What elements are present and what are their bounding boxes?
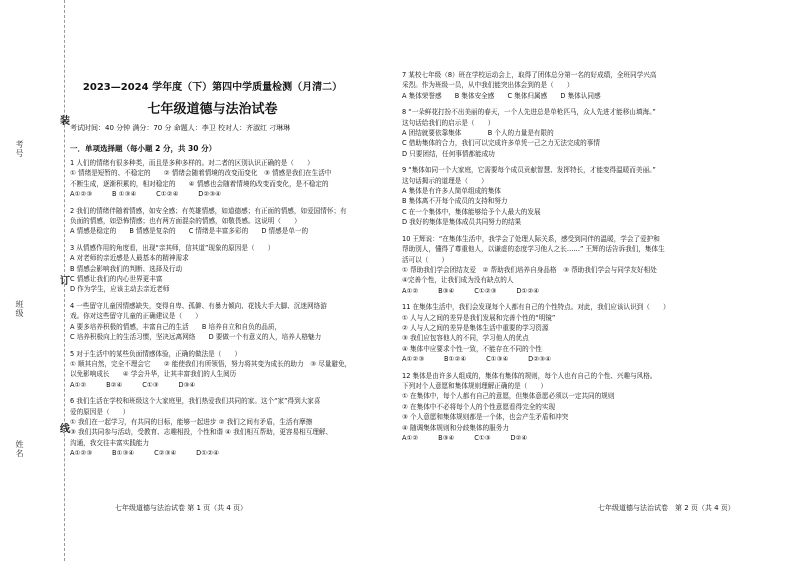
exam-info-line: 考试时间：40 分钟 满分：70 分 命题人：李卫 校对人：齐淑红 刁琳琳 <box>70 124 291 132</box>
left-question-3 <box>70 243 355 295</box>
left-question-6 <box>70 396 355 458</box>
question-line: A 集体荣誉感 B 集体安全感 C 集体归属感 D 集体认同感 <box>402 91 601 100</box>
question-line: A①② B③④ C①②③ D①②④ <box>402 286 540 295</box>
question-line: ④ 随调集体规则和分歧集体的服务力 <box>402 423 509 432</box>
question-line: A 情感是稳定的 B 情感是复杂的 C 情绪是丰富多彩的 D 情感是单一的 <box>70 227 309 236</box>
left-question-4 <box>70 301 355 343</box>
question-line: 1 人们的情绪有很多种类，而且是多种多样的。对二者的区别认识正确的是（ ） <box>70 159 314 167</box>
margin-char-zhuang: 装 <box>60 116 70 127</box>
margin-label-exam-no: 考号 <box>15 140 24 158</box>
question-line: ① 在集体中，每个人都有自己的意愿，但集体意愿必须以一定共同的规则 <box>402 392 615 401</box>
question-line: ① 顺其自然，完全不理会它 ② 能使我们有所领悟，努力将其变为成长的助力 ③ 尽量避免， <box>70 359 352 368</box>
question-line: 下列对个人意愿和集体规则理解正确的是（ ） <box>402 381 548 390</box>
section-heading: 一．单项选择题（每小题 2 分，共 30 分） <box>70 144 217 153</box>
question-line: 11 在集体生活中，我们会发现每个人都有自己的个性特点。对此，我们应该认识到（ ） <box>402 303 670 312</box>
question-line: ③ 我们共同参与活动，受教育、志趣相投，个性和谐 ④ 我们相互帮助，更容易相互理解、 <box>70 428 333 437</box>
question-line: C 在一个集体中，集体能够给予个人最大的发展 <box>402 207 541 216</box>
question-line: A①②③ B①②④ C①③④ D②③④ <box>402 355 551 364</box>
question-line: ③ 个人意愿和集体规则都是一个体，也会产生矛盾和冲突 <box>402 413 569 422</box>
question-line: B 集体离不开每个成员的支持和努力 <box>402 197 508 206</box>
question-line: 爱的原因是（ ） <box>70 407 130 416</box>
question-line: A①② B③④ C①③ D②④ <box>402 434 528 442</box>
right-question-1 <box>402 70 780 101</box>
question-line: 9 “集体如同一个大家庭，它需要每个成员贡献智慧、发挥特长，才能变得温暖而美丽。” <box>402 166 656 175</box>
question-line: D 只要团结，任何事情都能成功 <box>402 149 495 158</box>
question-line: A 要多培养积极的情感，丰富自己的生活 B 培养自立和自负的品质， <box>70 322 282 331</box>
question-line: A 集体是有许多人简单组成的集体 <box>402 187 501 196</box>
question-line: C 借助集体的合力，我们可以完成许多单凭一己之力无法完成的事情 <box>402 139 600 148</box>
question-line: 6 我们生活在学校和班级这个大家庭里，我们热爱我们共同的家。这个“家”得到大家喜 <box>70 397 321 406</box>
question-line: 3 从情感作用的角度看，出现“亲其师，信其道”现象的原因是（ ） <box>70 243 275 252</box>
question-line: 12 集体是由许多人组成的，集体有集体的规则，每个人也有自己的个性、兴趣与风格。 <box>402 371 657 380</box>
question-line: D 作为学生，应该主动去亲近老师 <box>70 285 170 294</box>
left-column <box>70 158 355 465</box>
question-line: ③ 我们应包容他人的不同，学习他人的优点 <box>402 334 529 343</box>
margin-char-ding: 订 <box>60 276 70 287</box>
right-question-2 <box>402 107 780 159</box>
question-line: 帮助别人，懂得了尊重他人，以谦虚的态度学习他人之长……” 王辉的话告诉我们，集体生 <box>402 245 665 254</box>
question-line: ② 人与人之间的差异是集体生活中重要的学习资源 <box>402 323 549 332</box>
right-question-4 <box>402 234 780 296</box>
question-line: ① 情绪是短暂的、不稳定的 ② 情绪会随着情境的改变而变化 ③ 情感是我们在生活中 <box>70 169 332 178</box>
question-line: 4 一些留守儿童因情感缺失，变得自卑、孤僻、有暴力倾向、花钱大手大脚、沉迷网络游 <box>70 301 327 310</box>
question-line: A①②③ B①③④ C②③④ D①②④ <box>70 449 219 458</box>
question-line: 负面的情感，如恐怖情感；也有两方面混杂的情感，如敬畏感。这说明（ ） <box>70 217 301 226</box>
question-line: ① 我们在一起学习，有共同的目标，能够一起进步 ② 我们之间有矛盾，生活有摩擦 <box>70 417 313 426</box>
left-question-5 <box>70 349 355 391</box>
right-question-3 <box>402 165 780 227</box>
footer-page-2: 七年级道德与法治试卷 第 2 页（共 4 页） <box>598 504 735 512</box>
question-line: 不断生成，逐渐积累的，相对稳定的 ④ 情感也会随着情境的改变而变化，是不稳定的 <box>70 179 329 188</box>
question-line: 7 某校七年级（8）班在学校运动会上，取得了团体总分第一名的好成绩，全班同学兴高 <box>402 71 657 79</box>
question-line: 2 我们的情绪伴随着情感，如安全感；有英雄情感，如道德感；有正面的情感，如爱国情怀；有 <box>70 206 347 215</box>
exam-subject-title: 七年级道德与法治试卷 <box>147 102 278 117</box>
question-line: 沟通，我交往丰富实践能力 <box>70 438 150 447</box>
question-line: A①②③ B ①③④ C①②④ D②③④ <box>70 190 222 199</box>
question-line: C 情感让我们的内心世界更丰富 <box>70 275 163 284</box>
binding-margin <box>0 0 70 561</box>
question-line: D 我好的集体是集体成员共同努力的结果 <box>402 218 522 227</box>
right-column <box>402 70 780 449</box>
margin-char-xian: 线 <box>60 424 70 435</box>
margin-label-class: 班级 <box>15 300 24 318</box>
question-line: ① 帮助我们学会团结友爱 ② 帮助我们培养自身品格 ③ 帮助我们学会与同学友好相处 <box>402 265 657 274</box>
exam-title: 2023—2024 学年度（下）第四中学质量检测（月清二） <box>82 82 343 93</box>
question-line: ④ 集体中应要求个性一致，不能存在不同的个性 <box>402 344 542 353</box>
question-line: 采烈。作为班级一员，从中我们能突出体会到的是（ ） <box>402 81 574 90</box>
footer-page-1: 七年级道德与法治试卷 第 1 页（共 4 页） <box>115 504 248 512</box>
question-line: 活可以（ ） <box>402 255 449 264</box>
right-question-5 <box>402 302 780 364</box>
question-line: 10 王辉说：“在集体生活中，我学会了处理人际关系，感受到同伴的温暖，学会了爱护和 <box>402 234 660 243</box>
question-line: 戏。你对这些留守儿童的正确建议是（ ） <box>70 312 202 321</box>
margin-label-name: 姓名 <box>15 440 24 458</box>
question-line: 这句话给我们的启示是（ ） <box>402 118 495 127</box>
question-line: 8 “一朵鲜花打扮不出美丽的春天，一个人先进总是单枪匹马，众人先进才能移山填海。” <box>402 108 656 117</box>
question-line: ④完善个性，让我们成为没有缺点的人 <box>402 276 514 285</box>
question-line: A 团结就要依靠集体 B 个人的力量是有限的 <box>402 129 554 138</box>
question-line: C 培养积极向上的生活习惯，坚决远离网络 D 要做一个有意义的人，培养人格魅力 <box>70 333 322 342</box>
question-line: ② 在集体中不必将每个人的个性意愿看得完全的实现 <box>402 402 556 411</box>
left-question-2 <box>70 206 355 237</box>
question-line: 这句话揭示的道理是（ ） <box>402 176 488 185</box>
question-line: 5 对于生活中的某些负面情感体验，正确的做法是（ ） <box>70 349 242 358</box>
question-line: ① 人与人之间的差异是我们发展和完善个性的“明镜” <box>402 313 556 322</box>
right-question-6 <box>402 371 780 444</box>
question-line: A①② B②④ C①③ D③④ <box>70 380 196 389</box>
question-line: 以免影响成长 ④ 学会升华，让其丰富我们的人生阅历 <box>70 370 237 379</box>
question-line: B 情感会影响我们的判断、选择及行动 <box>70 264 183 273</box>
left-question-1 <box>70 158 355 200</box>
question-line: A 对老师的亲近感是人最基本的精神需求 <box>70 254 189 263</box>
